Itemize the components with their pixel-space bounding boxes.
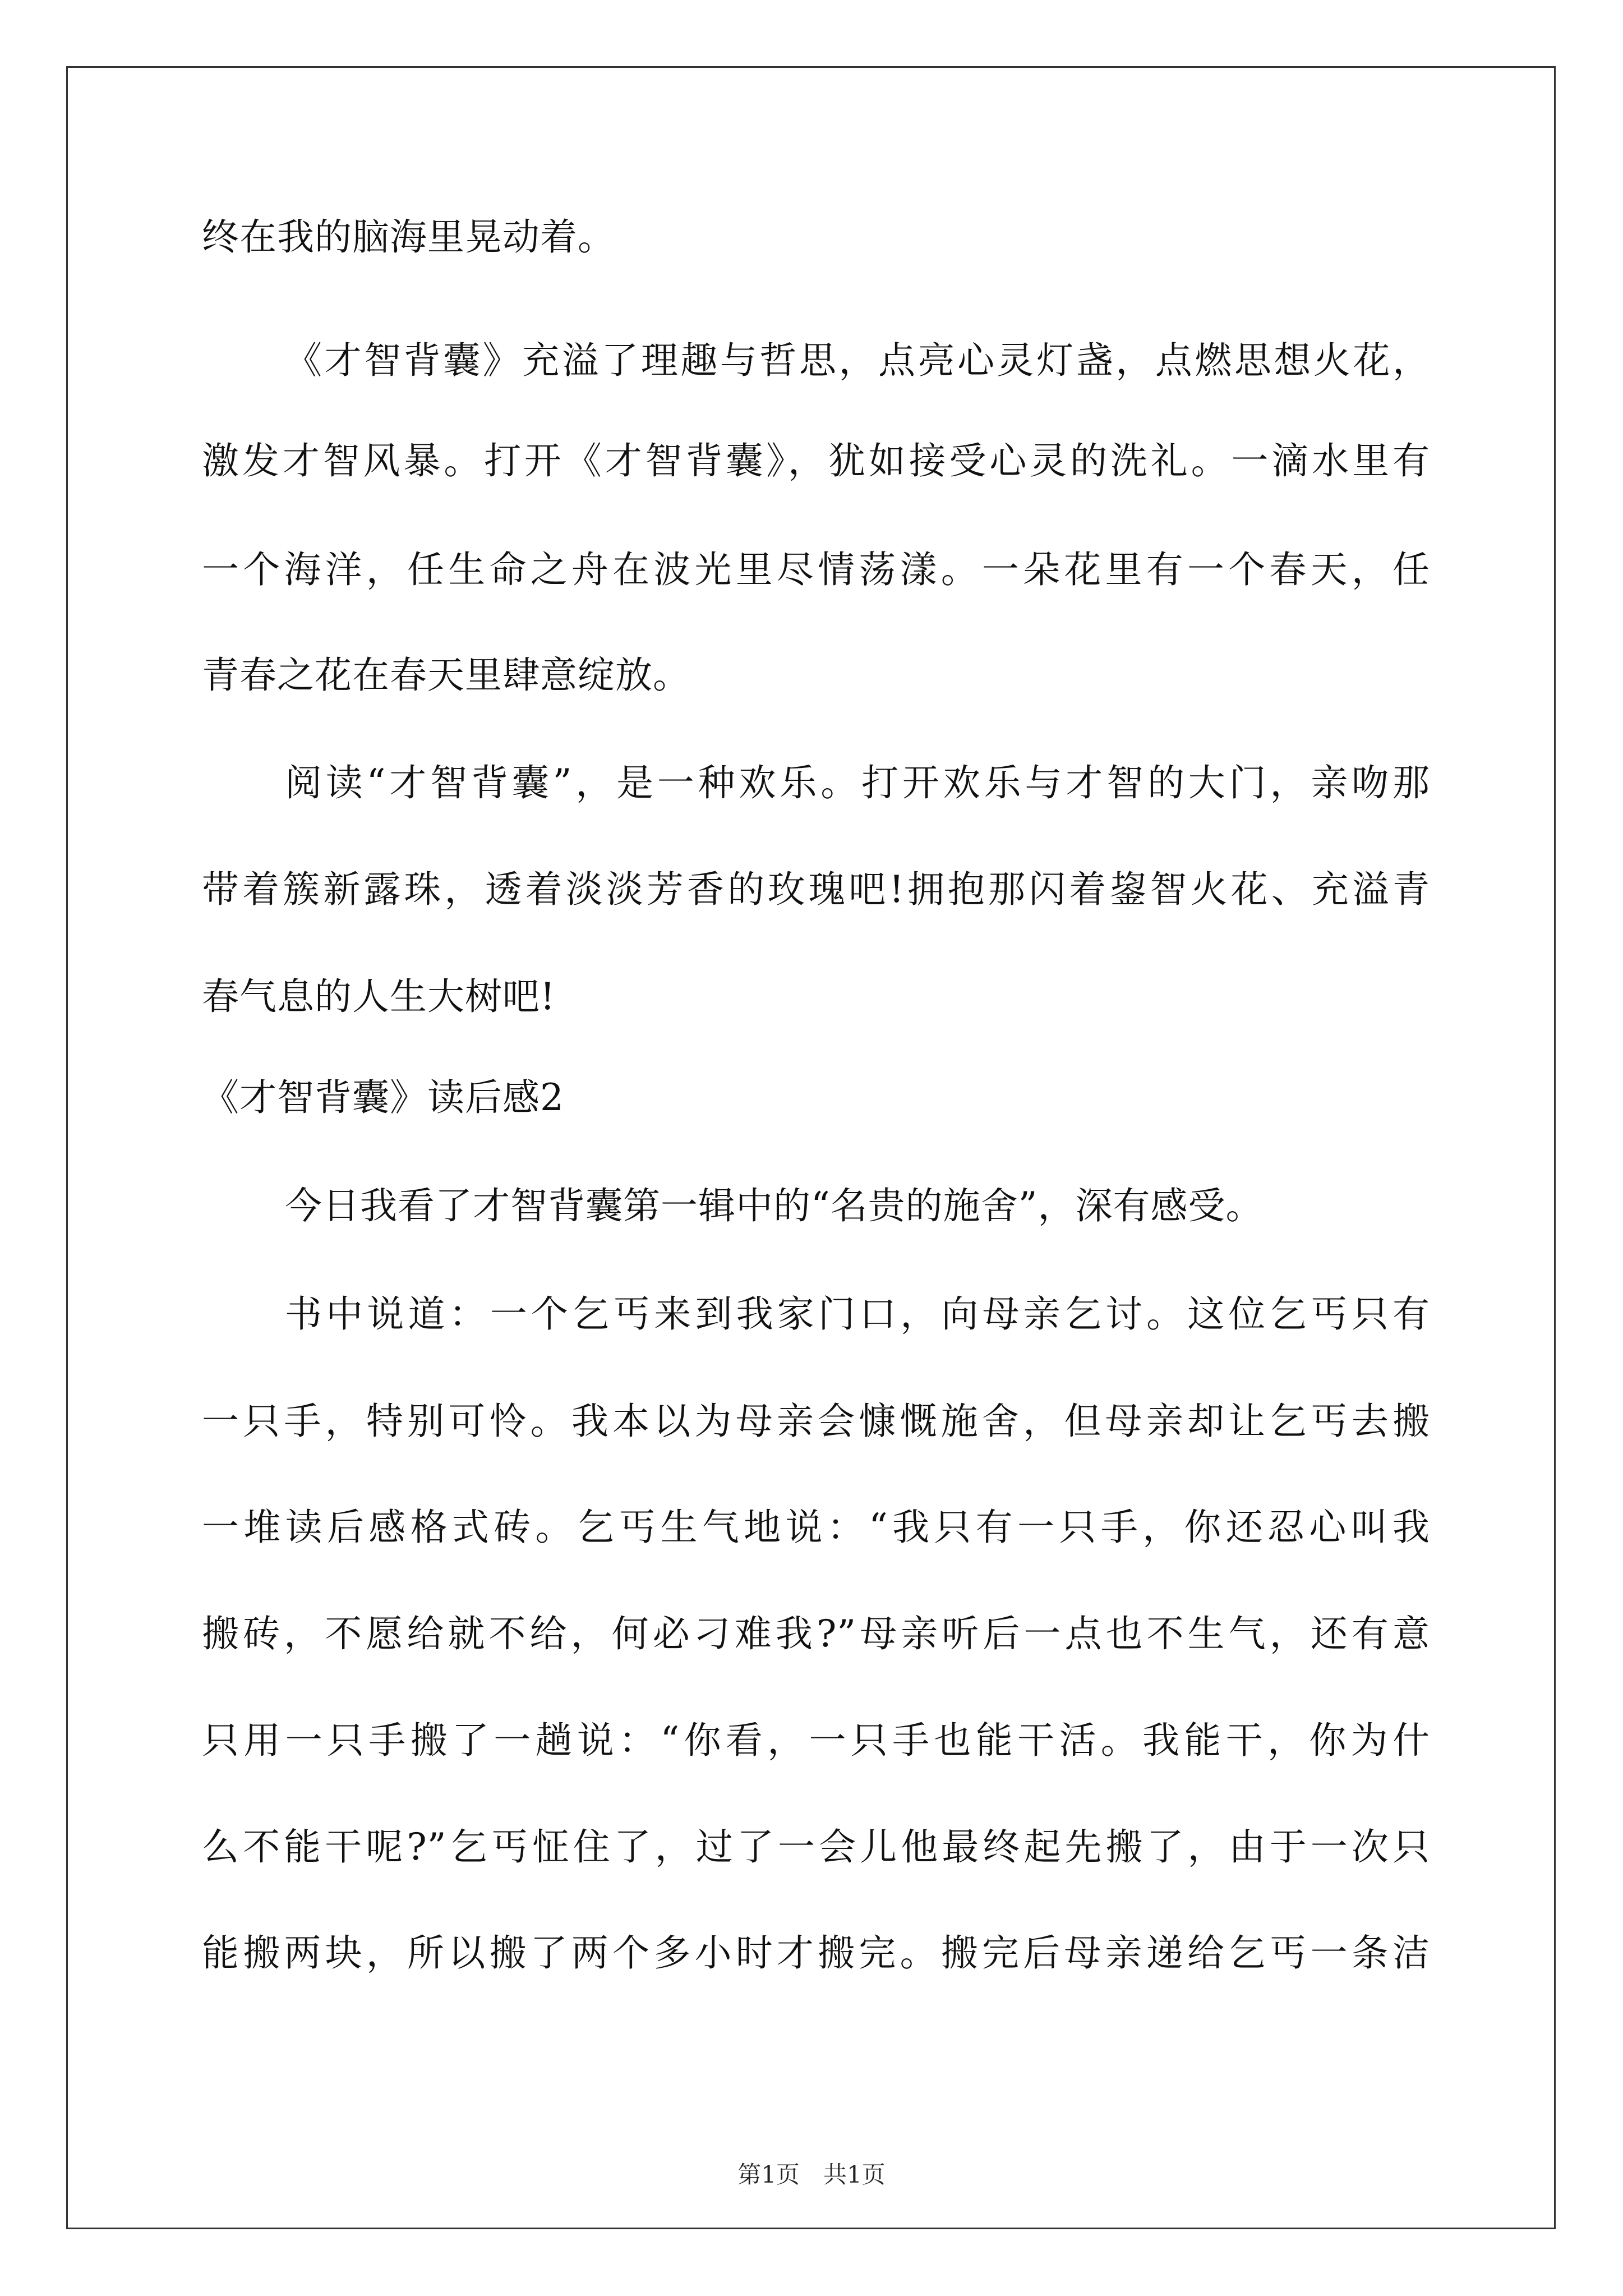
page-border (66, 66, 1556, 2229)
section-heading: 《才智背囊》读后感2 (202, 1076, 564, 1119)
text-line: 只用一只手搬了一趟说：“你看，一只手也能干活。我能干，你为什 (202, 1719, 1430, 1762)
paragraph-first-line: 阅读“才智背囊”，是一种欢乐。打开欢乐与才智的大门，亲吻那 (285, 761, 1430, 804)
text-line: 春气息的人生大树吧! (202, 975, 556, 1018)
text-line: 么不能干呢?”乞丐怔住了，过了一会儿他最终起先搬了，由于一次只 (202, 1825, 1430, 1869)
text-line: 带着簇新露珠，透着淡淡芳香的玫瑰吧!拥抱那闪着鋆智火花、充溢青 (202, 868, 1430, 911)
text-line: 终在我的脑海里晃动着。 (202, 215, 615, 259)
text-line: 青春之花在春天里肆意绽放。 (202, 654, 690, 697)
text-line: 一个海洋，任生命之舟在波光里尽情荡漾。一朵花里有一个春天，任 (202, 548, 1430, 591)
text-line: 一只手，特别可怜。我本以为母亲会慷慨施舍，但母亲却让乞丐去搬 (202, 1400, 1430, 1443)
page-number-footer: 第1页 共1页 (737, 2161, 886, 2188)
text-line: 一堆读后感格式砖。乞丐生气地说：“我只有一只手，你还忍心叫我 (202, 1506, 1430, 1549)
text-line: 搬砖，不愿给就不给，何必刁难我?”母亲听后一点也不生气，还有意 (202, 1612, 1430, 1655)
paragraph-first-line: 《才智背囊》充溢了理趣与哲思，点亮心灵灯盏，点燃思想火花， (285, 339, 1430, 382)
paragraph-first-line: 今日我看了才智背囊第一辑中的“名贵的施舍”，深有感受。 (285, 1184, 1264, 1227)
text-line: 能搬两块，所以搬了两个多小时才搬完。搬完后母亲递给乞丐一条洁 (202, 1931, 1430, 1975)
text-line: 激发才智风暴。打开《才智背囊》，犹如接受心灵的洗礼。一滴水里有 (202, 439, 1430, 482)
paragraph-first-line: 书中说道：一个乞丐来到我家门口，向母亲乞讨。这位乞丐只有 (285, 1292, 1430, 1336)
